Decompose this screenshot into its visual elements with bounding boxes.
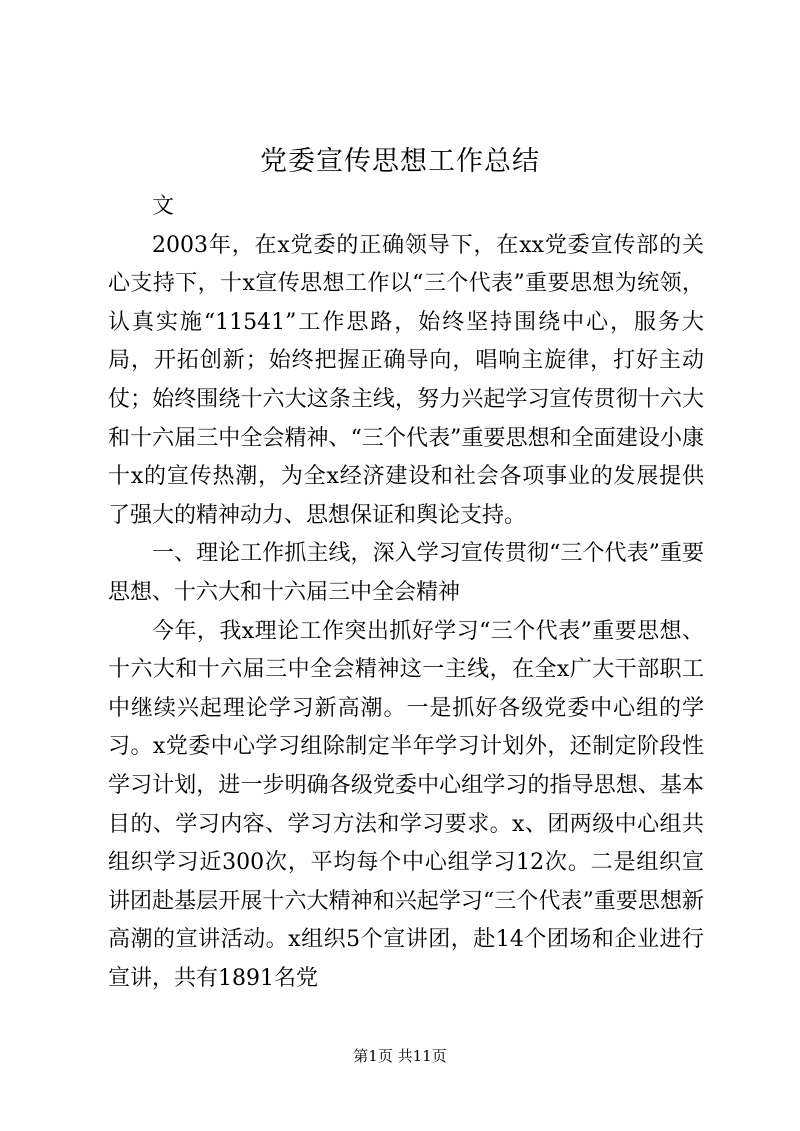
section-heading-theory: 一、理论工作抓主线，深入学习宣传贯彻“三个代表”重要思想、十六大和十六届三中全会精神 <box>108 541 704 605</box>
page-footer: 第1页 共11页 <box>353 1047 447 1065</box>
paragraph-intro: 2003年，在x党委的正确领导下，在xx党委宣传部的关心支持下，十x宣传思想工作以“三个代表”重要思想为统领，认真实施“11541”工作思路，始终坚持围绕中心，服务大局，开拓创新；始终把握正确导向，唱响主旋律，打好主动仗；始终围绕十六大这条主线，努力兴起学习宣传贯彻十六大和十六届三中全会精神、“三个代表”重要思想和全面建设小康十x的宣传热潮，为全x经济建设和社会各项事业的发展提供了强大的精神动力、思想保证和舆论支持。 <box>108 232 704 528</box>
document-title: 党委宣传思想工作总结 <box>260 146 540 177</box>
paragraph-theory-work: 今年，我x理论工作突出抓好学习“三个代表”重要思想、十六大和十六届三中全会精神这一主线，在全x广大干部职工中继续兴起理论学习新高潮。一是抓好各级党委中心组的学习。x党委中心学习组除制定半年学习计划外，还制定阶段性学习计划，进一步明确各级党委中心组学习的指导思想、基本目的、学习内容、学习方法和学习要求。x、团两级中心组共组织学习近300次，平均每个中心组学习12次。二是组织宣讲团赴基层开展十六大精神和兴起学习“三个代表”重要思想新高潮的宣讲活动。x组织5个宣讲团，赴14个团场和企业进行宣讲，共有1891名党 <box>108 618 704 991</box>
document-body <box>108 188 704 998</box>
author-line: 文 <box>152 194 175 219</box>
